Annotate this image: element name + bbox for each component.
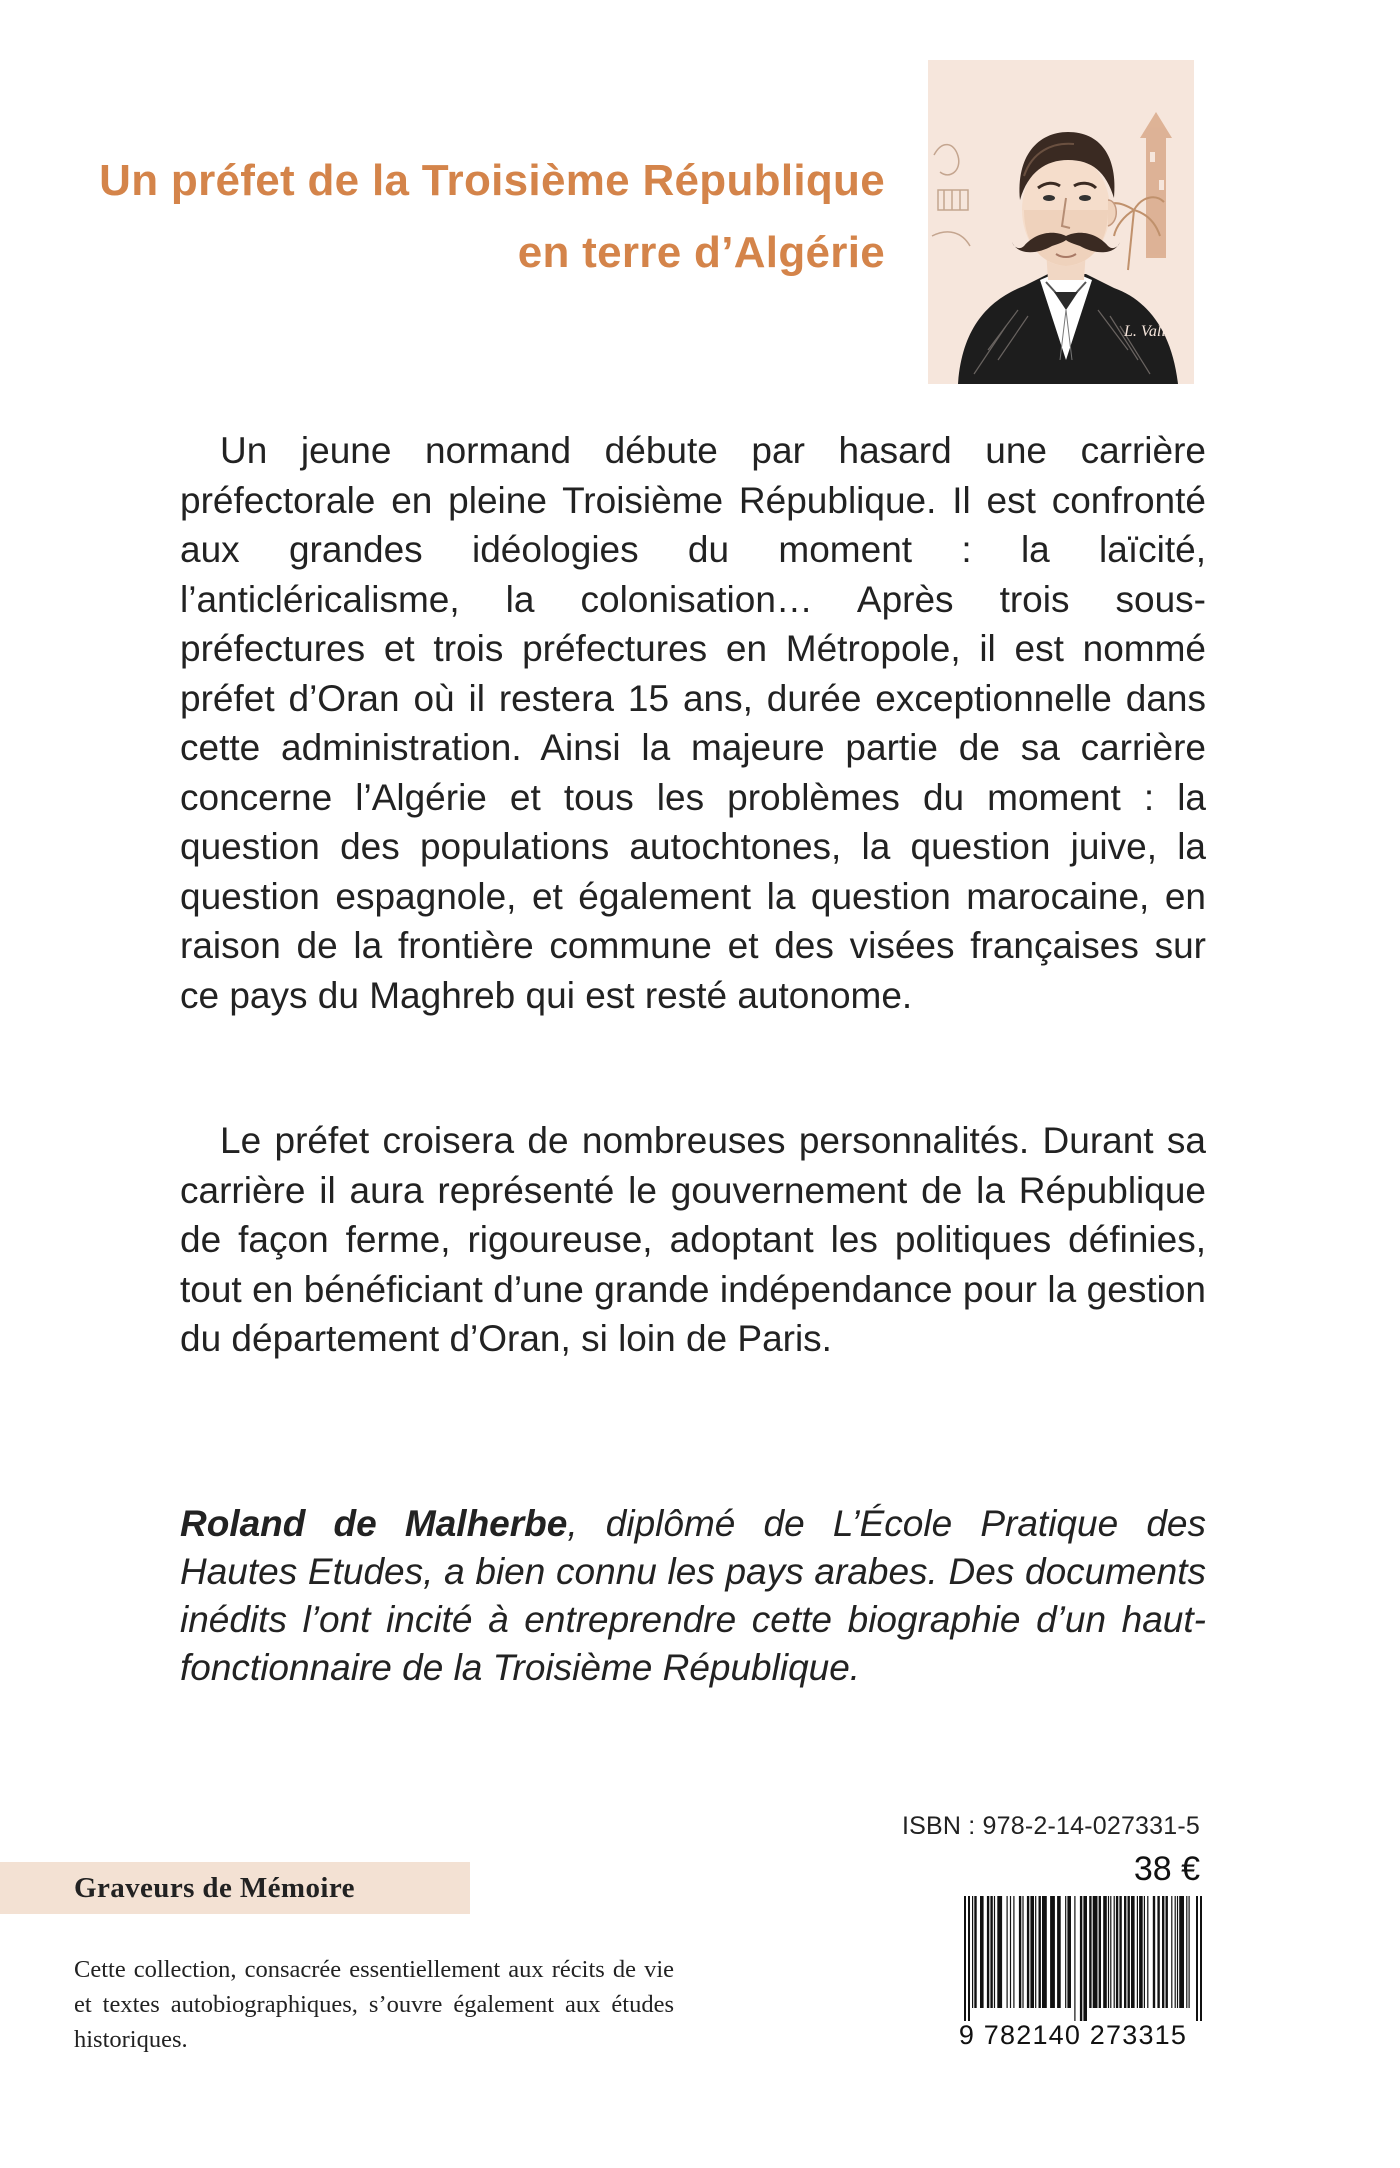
barcode-bar [1083,1896,1087,2021]
barcode-bar [987,1896,989,2008]
barcode-bar [1139,1896,1143,2008]
barcode-bar [1137,1896,1138,2008]
barcode-bar [1074,1896,1075,2021]
barcode-bar [1067,1896,1071,2008]
barcode-bar [1039,1896,1041,2008]
barcode-bar [1189,1896,1190,2008]
barcode-bar [968,1896,970,2021]
author-bio [180,1500,1206,1692]
price: 38 € [1133,1850,1200,1888]
barcode-bar [1131,1896,1135,2008]
title-line-2: en terre d’Algérie [517,228,885,277]
portrait-signature: L. Vall [1124,323,1166,340]
barcode-bar [1093,1896,1098,2008]
isbn: ISBN : 978-2-14-027331-5 [901,1812,1200,1840]
portrait-illustration [928,60,1194,384]
barcode-bar [1013,1896,1014,2008]
barcode-bar [997,1896,1002,2008]
barcode-bar [1089,1896,1091,2008]
barcode-bar [1103,1896,1107,2008]
summary-paragraph-2: Le préfet croisera de nombreuses personnalités. Durant sa carrière il aura représenté le gouvernement de la République de façon ferme, rigoureuse, adoptant les politiques définies, tout en bénéficiant d’une grande indépendance pour la gestion du département d’Oran, si loin de Paris. [180,1120,1206,1359]
barcode-bar [1119,1896,1121,2008]
barcode-bar [1057,1896,1061,2008]
portrait-drawing [928,60,1194,384]
barcode-bar [964,1896,966,2021]
barcode-bar [1027,1896,1029,2008]
barcode-bar [1166,1896,1168,2008]
barcode-bar [1042,1896,1047,2008]
book-title [60,145,885,289]
barcode-bar [1147,1896,1148,2008]
barcode-bar [1175,1896,1176,2008]
barcode-bar [1179,1896,1184,2008]
barcode-bar [1110,1896,1111,2008]
barcode-bar [1157,1896,1159,2008]
barcode-bar [1144,1896,1145,2008]
collection-description: Cette collection, consacrée essentiellement aux récits de vie et textes autobiographiques, s’ouvre également aux études historiques. [74,1956,674,2053]
barcode-bar [1177,1896,1178,2008]
barcode-bar [1186,1896,1187,2008]
barcode [962,1896,1202,2021]
barcode-bar [1171,1896,1172,2008]
barcode-number: 9 782140 273315 [958,2020,1188,2050]
barcode-bar [994,1896,995,2008]
barcode-bar [1153,1896,1155,2008]
barcode-bar [1019,1896,1021,2008]
author-bio-text: , diplômé de L’École Pratique des Hautes Etudes, a bien connu les pays arabes. Des documents inédits l’ont incité à entreprendre cette biographie d’un haut-fonctionnaire de la Troisième République. [180,1503,1206,1688]
barcode-bar [1080,1896,1082,2021]
barcode-bar [972,1896,973,2008]
barcode-bar [1114,1896,1115,2008]
barcode-bar [1124,1896,1126,2008]
barcode-bar [1128,1896,1130,2008]
barcode-bar [980,1896,984,2008]
barcode-bar [1099,1896,1101,2008]
title-line-1: Un préfet de la Troisième République [99,156,885,205]
author-name: Roland de Malherbe [180,1503,568,1544]
barcode-bar [1162,1896,1164,2008]
barcode-bar [1196,1896,1198,2021]
barcode-bar [974,1896,976,2008]
barcode-bar [1200,1896,1202,2021]
barcode-bar [1116,1896,1118,2008]
barcode-bar [1007,1896,1008,2008]
barcode-bar [1050,1896,1055,2008]
collection-name: Graveurs de Mémoire [74,1872,355,1904]
barcode-bar [1065,1896,1066,2008]
barcode-bar [990,1896,992,2008]
summary-paragraph-1: Un jeune normand débute par hasard une carrière préfectorale en pleine Troisième République. Il est confronté aux grandes idéologies du moment : la laïcité, l’anticléricalisme, la colonisation… Après trois sous-préfectures et trois préfectures en Métropole, il est nommé préfet d’Oran où il restera 15 ans, durée exceptionnelle dans cette administration. Ainsi la majeure partie de sa carrière concerne l’Algérie et tous les problèmes du moment : la question des populations autochtones, la question juive, la question espagnole, et également la question marocaine, en raison de la frontière commune et des visées françaises sur ce pays du Maghreb qui est resté autonome. [180,430,1206,1016]
barcode-bar [1022,1896,1023,2008]
barcode-bar [1010,1896,1011,2008]
barcode-bar [1108,1896,1109,2008]
barcode-bar [1030,1896,1034,2008]
barcode-bar [1035,1896,1036,2008]
